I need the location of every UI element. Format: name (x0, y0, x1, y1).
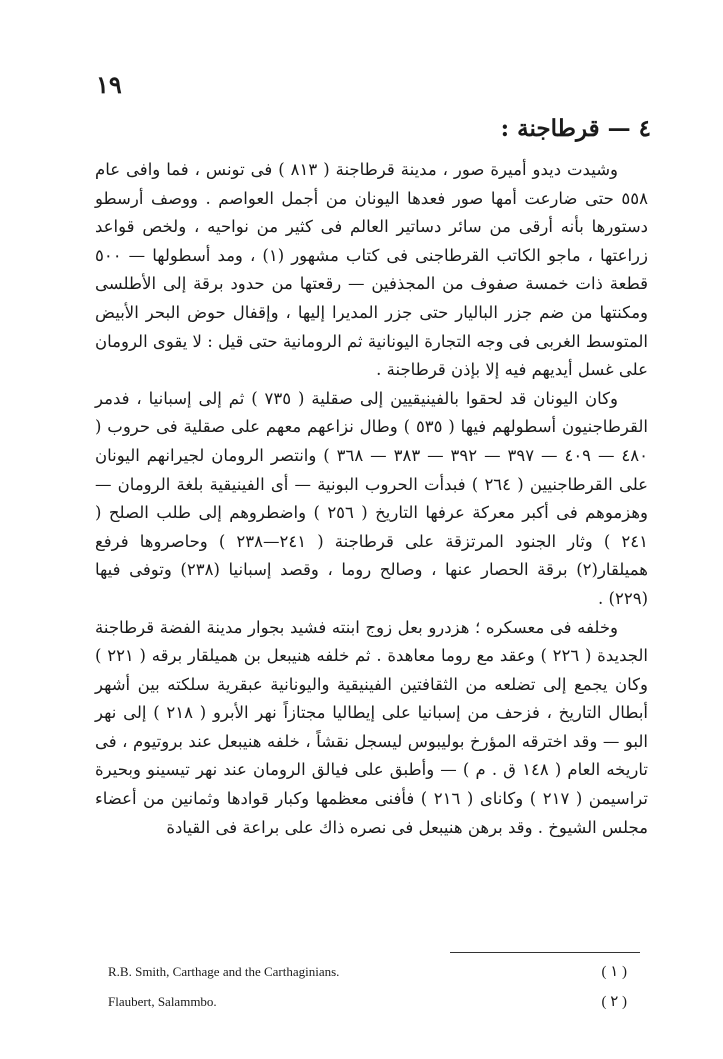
paragraph: وشيدت ديدو أميرة صور ، مدينة قرطاجنة ( ٨١٣ ) فى تونس ، فما وافى عام ٥٥٨ حتى ضارعت أمها صور فعدها اليونان من أجمل العواصم . ووصف أرسطو دستورها بأنه أرقى من سائر دساتير العالم فى كثير من نواحيه ، ولخص قواعد زراعتها ، ماجو الكاتب القرطاجنى فى كتاب مشهور (١) ، ومد أسطولها — ٥٠٠ قطعة ذات خمسة صفوف من المجذفين — رقعتها من حدود برقة إلى الأطلسى ومكنتها من ضم جزر الباليار حتى جزر المديرا إليها ، وإقفال حوض البحر الأبيض المتوسط الغربى فى وجه التجارة اليونانية ثم الرومانية حتى قيل : لا يقوى الرومان على غسل أيديهم فيه إلا بإذن قرطاجنة . (95, 160, 648, 380)
footnote-text: Flaubert, Salammbo. (108, 994, 217, 1009)
section-title: ٤ — قرطاجنة : (500, 115, 651, 142)
footnote-divider (450, 952, 640, 953)
page-number: ١٩ (96, 70, 122, 99)
footnote (108, 960, 627, 982)
paragraph: وخلفه فى معسكره ؛ هزدرو بعل زوج ابنته فشيد بجوار مدينة الفضة قرطاجنة الجديدة ( ٢٢٦ ) وعقد مع روما معاهدة . ثم خلفه هنيبعل بن هميلقار برقه ( ٢٢١ ) وكان يجمع إلى تضلعه من الثقافتين الفينيقية واليونانية عبقرية سلكته بين أشهر أبطال التاريخ ، فزحف من إسبانيا على إيطاليا مجتازاً نهر الأبرو ( ٢١٨ ) إلى نهر البو — وقد اخترقه المؤرخ بوليبوس ليسجل نقشاً ، خلفه هنيبعل عند بروتيوم ، فى تاريخه العام ( ١٤٨ ق . م ) — وأطبق على فيالق الرومان عند نهر تيسينو وبحيرة تراسيمن ( ٢١٧ ) وكاناى ( ٢١٦ ) فأفنى معظمها وكبار قوادها وثمانين من أعضاء مجلس الشيوخ . وقد برهن هنيبعل فى نصره ذاك على براعة فى القيادة (95, 617, 648, 837)
body-text (95, 156, 648, 842)
footnote-number: ( ٢ ) (601, 994, 627, 1010)
footnote-number: ( ١ ) (601, 964, 627, 980)
footnote-text: R.B. Smith, Carthage and the Carthaginians. (108, 964, 340, 979)
footnote (108, 990, 627, 1012)
paragraph: وكان اليونان قد لحقوا بالفينيقيين إلى صقلية ( ٧٣٥ ) ثم إلى إسبانيا ، فدمر القرطاجنيون أسطولهم فيها ( ٥٣٥ ) وطال نزاعهم معهم على صقلية فى حروب ( ٤٨٠ — ٤٠٩ — ٣٩٧ — ٣٩٢ — ٣٨٣ — ٣٦٨ ) وانتصر الرومان لجيرانهم اليونان على القرطاجنيين ( ٢٦٤ ) فبدأت الحروب البونية — أى الفينيقية بلغة الرومان — وهزموهم فى أكبر معركة عرفها التاريخ ( ٢٥٦ ) واضطروهم إلى طلب الصلح ( ٢٤١ ) وثار الجنود المرتزقة على قرطاجنة ( ٢٤١—٢٣٨ ) وحاصروها فرفع هميلقار(٢) برقة الحصار عنها ، وصالح روما ، وقصد إسبانيا (٢٣٨) وتوفى فيها (٢٢٩) . (95, 388, 649, 608)
